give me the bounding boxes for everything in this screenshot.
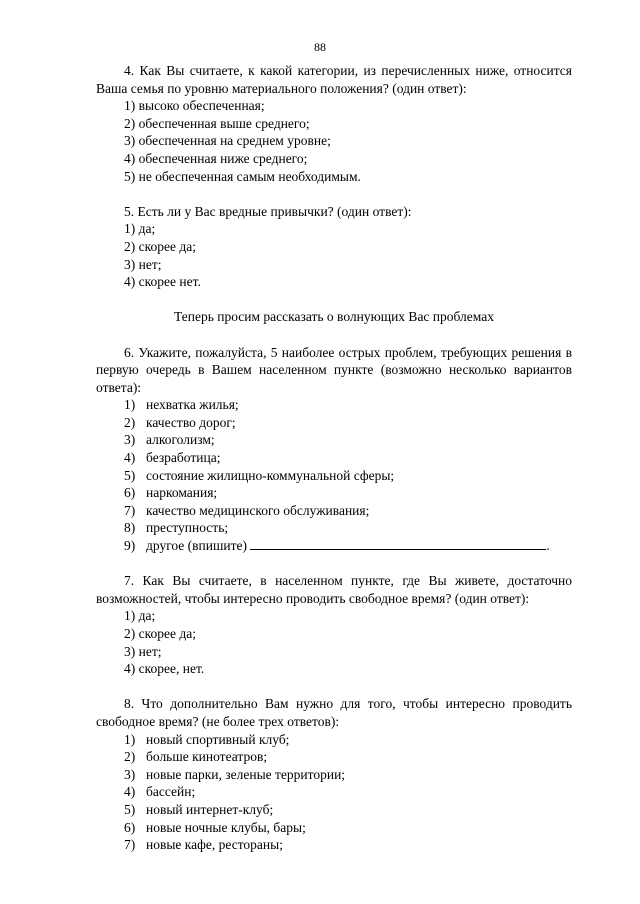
option-item [96, 220, 572, 238]
option-number: 3) [124, 643, 136, 659]
option-number: 2) [124, 414, 136, 430]
option-number: 6) [124, 485, 136, 501]
option-number: 6) [124, 819, 136, 835]
option-label: наркомания; [146, 485, 218, 501]
option-number: 5) [124, 467, 136, 483]
option-label: скорее, нет. [138, 661, 205, 677]
option-number: 3) [124, 766, 136, 782]
option-item [96, 660, 572, 678]
option-label: обеспеченная на среднем уровне; [138, 133, 331, 149]
option-number: 7) [124, 837, 136, 853]
option-item [96, 484, 572, 502]
option-item [96, 396, 572, 414]
option-item [96, 748, 572, 766]
write-in-line[interactable] [250, 537, 546, 550]
option-item [96, 502, 572, 520]
option-label: высоко обеспеченная; [138, 98, 265, 114]
option-label: новый спортивный клуб; [146, 731, 290, 747]
option-label: бассейн; [146, 784, 196, 800]
option-number: 3) [124, 133, 136, 149]
option-label: состояние жилищно-коммунальной сферы; [146, 467, 395, 483]
question-7 [96, 572, 572, 678]
option-item [96, 238, 572, 256]
option-item [96, 168, 572, 186]
question-6-text: 6. Укажите, пожалуйста, 5 наиболее острых проблем, требующих решения в первую очередь в Вашем населенном пункте (возможно несколько вариантов ответа): [96, 344, 572, 395]
option-number: 2) [124, 238, 136, 254]
option-item [96, 643, 572, 661]
question-7-text: 7. Как Вы считаете, в населенном пункте, где Вы живете, достаточно возможностей, чтобы интересно проводить свободное время? (один ответ): [96, 573, 572, 606]
option-label: обеспеченная выше среднего; [138, 115, 310, 131]
option-label: качество медицинского обслуживания; [146, 502, 370, 518]
question-6-options [96, 396, 572, 554]
option-number: 4) [124, 784, 136, 800]
option-number: 1) [124, 98, 136, 114]
option-label: да; [138, 608, 156, 624]
question-6 [96, 344, 572, 555]
question-5 [96, 203, 572, 291]
question-7-options [96, 607, 572, 677]
option-label: скорее да; [138, 238, 196, 254]
option-number: 2) [124, 626, 136, 641]
question-4-text: 4. Как Вы считаете, к какой категории, из перечисленных ниже, относится Ваша семья по уровню материального положения? (один ответ): [96, 63, 572, 96]
option-label: да; [138, 221, 156, 237]
option-item [96, 431, 572, 449]
option-item [96, 766, 572, 784]
option-item [96, 414, 572, 432]
question-8-options [96, 731, 572, 854]
option-label: новые парки, зеленые территории; [146, 766, 346, 782]
option-label: нехватка жилья; [146, 397, 239, 413]
option-number: 3) [124, 256, 136, 272]
option-label: другое (впишите) [146, 538, 247, 554]
option-label: скорее нет. [138, 274, 201, 290]
option-label: алкоголизм; [146, 432, 215, 448]
question-4 [96, 62, 572, 185]
option-label: новые ночные клубы, бары; [146, 819, 306, 835]
questionnaire-content [96, 62, 572, 854]
option-item [96, 256, 572, 274]
option-number: 2) [124, 115, 136, 131]
page-number: 88 [314, 40, 326, 54]
option-item [96, 273, 572, 291]
option-item [96, 731, 572, 749]
option-label: больше кинотеатров; [146, 749, 268, 765]
option-label: скорее да; [138, 626, 196, 641]
option-label: не обеспеченная самым необходимым. [138, 168, 361, 184]
option-label: новый интернет-клуб; [146, 801, 274, 817]
option-label: новые кафе, рестораны; [146, 837, 283, 853]
option-label: преступность; [146, 520, 229, 536]
option-label: нет; [138, 256, 162, 272]
question-8 [96, 695, 572, 853]
question-5-text: 5. Есть ли у Вас вредные привычки? (один ответ): [124, 203, 412, 219]
option-number: 1) [124, 731, 136, 747]
option-label: безработица; [146, 450, 221, 466]
option-item-other [96, 537, 572, 555]
option-item [96, 449, 572, 467]
option-item [96, 607, 572, 625]
option-number: 2) [124, 749, 136, 765]
option-item [96, 467, 572, 485]
option-number: 4) [124, 150, 136, 166]
option-item [96, 97, 572, 115]
option-item [96, 783, 572, 801]
option-number: 3) [124, 432, 136, 448]
option-number: 1) [124, 608, 136, 624]
option-number: 9) [124, 538, 136, 554]
option-number: 4) [124, 661, 136, 677]
option-label: качество дорог; [146, 414, 236, 430]
question-4-options [96, 97, 572, 185]
option-label: нет; [138, 643, 162, 659]
option-item [96, 836, 572, 854]
section-heading: Теперь просим рассказать о волнующих Вас проблемах [174, 309, 494, 325]
question-8-text: 8. Что дополнительно Вам нужно для того, чтобы интересно проводить свободное время? (не более трех ответов): [96, 696, 572, 729]
option-item [96, 819, 572, 837]
option-number: 5) [124, 168, 136, 184]
option-number: 4) [124, 450, 136, 466]
option-item [96, 801, 572, 819]
option-number: 1) [124, 397, 136, 413]
option-item [96, 519, 572, 537]
option-end-mark: . [546, 538, 550, 554]
option-item [96, 150, 572, 168]
option-number: 7) [124, 502, 136, 518]
option-number: 8) [124, 520, 136, 536]
option-item [96, 115, 572, 133]
option-item [96, 625, 572, 643]
option-number: 5) [124, 801, 136, 817]
option-number: 1) [124, 221, 136, 237]
question-5-options [96, 220, 572, 290]
option-item [96, 132, 572, 150]
option-label: обеспеченная ниже среднего; [138, 150, 308, 166]
option-number: 4) [124, 274, 136, 290]
